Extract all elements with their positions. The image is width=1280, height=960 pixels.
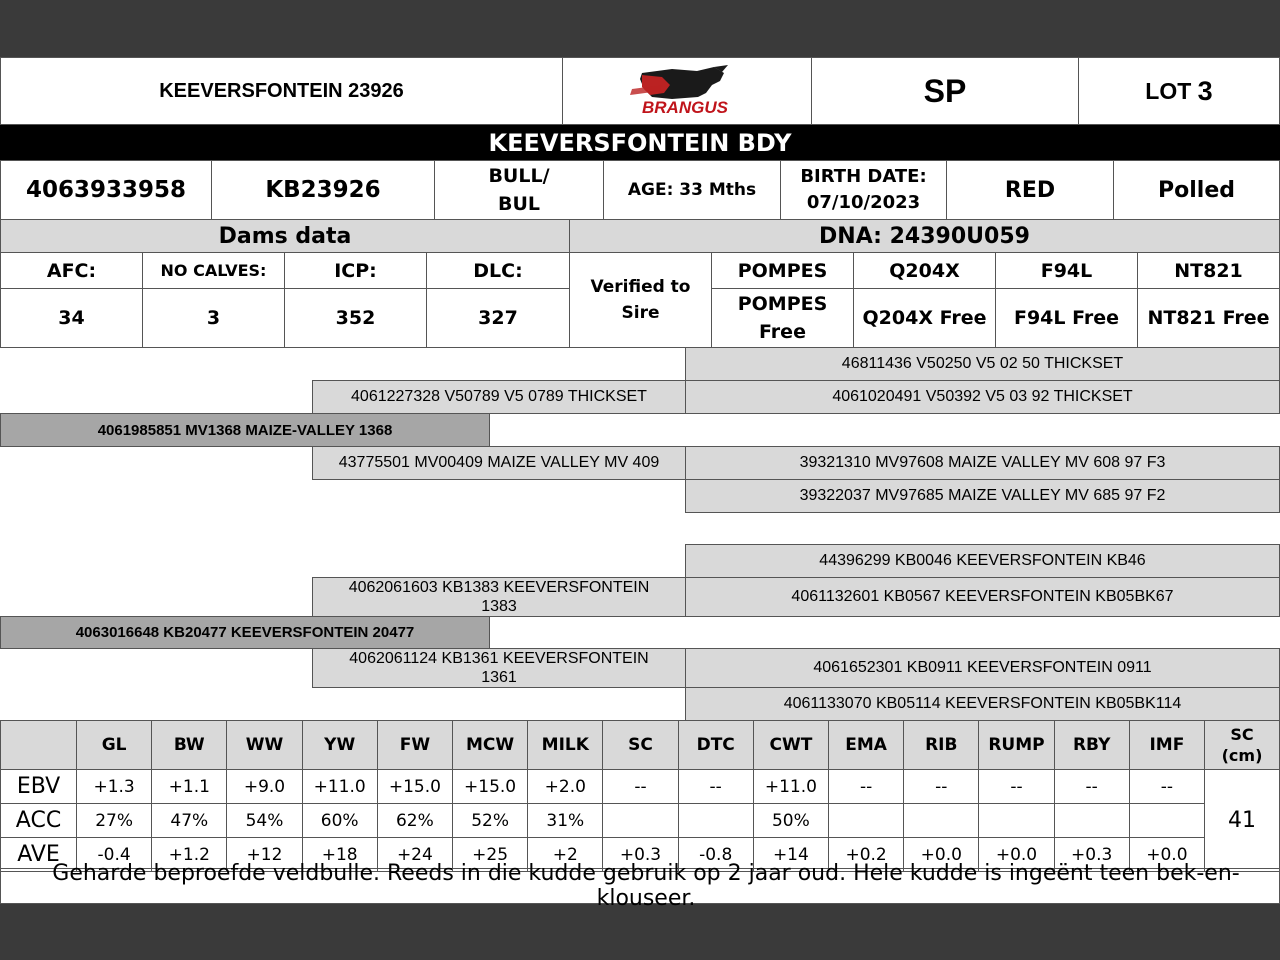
sc-header-line1: SC: [1230, 725, 1254, 744]
age: AGE: 33 Mths: [603, 160, 781, 220]
dam-dam-line2: 1361: [481, 669, 517, 686]
herd-code: KB23926: [211, 160, 435, 220]
pedigree-ss-sire: 46811436 V50250 V5 02 50 THICKSET: [685, 347, 1280, 381]
ebv-header-yw: YW: [302, 720, 378, 770]
sc-cm-header: [1204, 720, 1280, 770]
pedigree-dd-dam: 4061133070 KB05114 KEEVERSFONTEIN KB05BK114: [685, 687, 1280, 721]
registration-number: 4063933958: [0, 160, 212, 220]
brangus-logo: [562, 57, 812, 125]
lot-label: [1078, 57, 1280, 125]
ebv-cell-ave-gl: -0.4: [76, 837, 152, 872]
ebv-header-sc: SC: [602, 720, 678, 770]
ebv-header-rby: RBY: [1054, 720, 1130, 770]
ebv-header-cwt: CWT: [753, 720, 829, 770]
sex-cell: [434, 160, 604, 220]
dam-sire-line2: 1383: [481, 598, 517, 615]
ebv-cell-ebv-cwt: +11.0: [753, 769, 829, 804]
dna-result-f94l: F94L Free: [995, 288, 1138, 348]
pedigree-sire: 4061985851 MV1368 MAIZE-VALLEY 1368: [0, 413, 490, 447]
ebv-header-ww: WW: [226, 720, 302, 770]
lot-sheet: [0, 57, 1280, 911]
dlc-header: DLC:: [426, 252, 570, 289]
dna-header-nt821: NT821: [1137, 252, 1280, 289]
brand-text: BRANGUS: [642, 98, 728, 117]
ebv-header-milk: MILK: [527, 720, 603, 770]
dam-sire-line1: 4062061603 KB1383 KEEVERSFONTEIN: [348, 579, 650, 596]
ebv-cell-ebv-imf: --: [1129, 769, 1205, 804]
ebv-header-gl: GL: [76, 720, 152, 770]
pedigree-ss-dam: 4061020491 V50392 V5 03 92 THICKSET: [685, 380, 1280, 414]
dna-title: DNA: 24390U059: [569, 219, 1280, 253]
ebv-cell-ebv-sc: --: [602, 769, 678, 804]
ebv-cell-ebv-ww: +9.0: [226, 769, 302, 804]
sc-cm-value: 41: [1204, 769, 1280, 872]
ebv-cell-acc-mcw: 52%: [452, 803, 528, 838]
verified-to-sire: [569, 252, 712, 348]
ebv-cell-ave-dtc: -0.8: [678, 837, 754, 872]
ebv-cell-ave-bw: +1.2: [151, 837, 227, 872]
ebv-cell-acc-bw: 47%: [151, 803, 227, 838]
pedigree-sd-sire: 39321310 MV97608 MAIZE VALLEY MV 608 97 F3: [685, 446, 1280, 480]
pompes-line1: POMPES: [737, 293, 828, 315]
calves-value: 3: [142, 288, 285, 348]
ebv-cell-ebv-yw: +11.0: [302, 769, 378, 804]
ebv-cell-ave-rby: +0.3: [1054, 837, 1130, 872]
ebv-cell-ebv-bw: +1.1: [151, 769, 227, 804]
ebv-cell-ave-milk: +2: [527, 837, 603, 872]
birth-label: BIRTH DATE:: [800, 166, 927, 187]
afc-value: 34: [0, 288, 143, 348]
ebv-cell-ebv-milk: +2.0: [527, 769, 603, 804]
ebv-cell-acc-ww: 54%: [226, 803, 302, 838]
ebv-cell-ave-rump: +0.0: [978, 837, 1054, 872]
pedigree-dam-dam: [312, 648, 686, 688]
pedigree-dam-sire: [312, 577, 686, 617]
ebv-cell-ave-yw: +18: [302, 837, 378, 872]
ebv-cell-acc-cwt: 50%: [753, 803, 829, 838]
ebv-header-ema: EMA: [828, 720, 904, 770]
verified-line2: Sire: [621, 303, 660, 323]
dams-data-title: Dams data: [0, 219, 570, 253]
color: RED: [946, 160, 1114, 220]
sp-label: SP: [811, 57, 1079, 125]
pedigree-dam: 4063016648 KB20477 KEEVERSFONTEIN 20477: [0, 616, 490, 649]
dna-header-q204x: Q204X: [853, 252, 996, 289]
ebv-corner: [0, 720, 77, 770]
animal-title: KEEVERSFONTEIN BDY: [0, 125, 1280, 160]
ebv-cell-acc-sc: [602, 803, 678, 838]
verified-line1: Verified to: [590, 277, 691, 297]
sc-header-line2: (cm): [1221, 746, 1263, 765]
bull-logo-icon: [602, 63, 772, 119]
sex-line2: BUL: [497, 193, 541, 215]
ebv-cell-ave-ema: +0.2: [828, 837, 904, 872]
ebv-cell-acc-milk: 31%: [527, 803, 603, 838]
ebv-cell-acc-gl: 27%: [76, 803, 152, 838]
horn-status: Polled: [1113, 160, 1280, 220]
pedigree-ds-dam: 4061132601 KB0567 KEEVERSFONTEIN KB05BK67: [685, 577, 1280, 617]
ebv-cell-ebv-rump: --: [978, 769, 1054, 804]
ebv-cell-acc-rby: [1054, 803, 1130, 838]
animal-name: KEEVERSFONTEIN 23926: [0, 57, 563, 125]
ebv-header-mcw: MCW: [452, 720, 528, 770]
pedigree-dd-sire: 4061652301 KB0911 KEEVERSFONTEIN 0911: [685, 648, 1280, 688]
ebv-cell-acc-imf: [1129, 803, 1205, 838]
pompes-line2: Free: [759, 321, 806, 343]
ebv-header-dtc: DTC: [678, 720, 754, 770]
pedigree-ds-sire: 44396299 KB0046 KEEVERSFONTEIN KB46: [685, 544, 1280, 578]
ebv-cell-ebv-mcw: +15.0: [452, 769, 528, 804]
ebv-cell-ebv-gl: +1.3: [76, 769, 152, 804]
ebv-header-bw: BW: [151, 720, 227, 770]
ebv-row-label-ave: AVE: [0, 837, 77, 872]
afc-header: AFC:: [0, 252, 143, 289]
ebv-cell-ave-mcw: +25: [452, 837, 528, 872]
lot-number: 3: [1197, 75, 1213, 106]
ebv-cell-ave-imf: +0.0: [1129, 837, 1205, 872]
ebv-cell-ave-sc: +0.3: [602, 837, 678, 872]
dna-header-pompes: POMPES: [711, 252, 854, 289]
ebv-row-label-acc: ACC: [0, 803, 77, 838]
dam-dam-line1: 4062061124 KB1361 KEEVERSFONTEIN: [349, 650, 649, 667]
dna-header-f94l: F94L: [995, 252, 1138, 289]
dna-result-pompes: [711, 288, 854, 348]
lot-text: LOT: [1145, 77, 1192, 104]
calves-header: NO CALVES:: [142, 252, 285, 289]
dna-result-nt821: NT821 Free: [1137, 288, 1280, 348]
birth-date-cell: [780, 160, 947, 220]
ebv-cell-ebv-rby: --: [1054, 769, 1130, 804]
ebv-header-rib: RIB: [903, 720, 979, 770]
ebv-cell-acc-yw: 60%: [302, 803, 378, 838]
ebv-cell-acc-ema: [828, 803, 904, 838]
pedigree-sire-dam: 43775501 MV00409 MAIZE VALLEY MV 409: [312, 446, 686, 480]
ebv-cell-ebv-fw: +15.0: [377, 769, 453, 804]
dna-result-q204x: Q204X Free: [853, 288, 996, 348]
sex-line1: BULL/: [488, 165, 550, 187]
birth-date: 07/10/2023: [806, 192, 921, 213]
ebv-cell-acc-dtc: [678, 803, 754, 838]
ebv-cell-acc-rump: [978, 803, 1054, 838]
ebv-row-label-ebv: EBV: [0, 769, 77, 804]
ebv-cell-ave-fw: +24: [377, 837, 453, 872]
ebv-cell-ebv-rib: --: [903, 769, 979, 804]
icp-value: 352: [284, 288, 427, 348]
dlc-value: 327: [426, 288, 570, 348]
ebv-header-imf: IMF: [1129, 720, 1205, 770]
ebv-cell-acc-rib: [903, 803, 979, 838]
pedigree-sire-sire: 4061227328 V50789 V5 0789 THICKSET: [312, 380, 686, 414]
ebv-cell-ave-cwt: +14: [753, 837, 829, 872]
comment-text: Geharde beproefde veldbulle. Reeds in die kudde gebruik op 2 jaar oud. Hele kudde is ingeënt teen bek-en-klouseer.: [0, 868, 1280, 904]
ebv-cell-ave-rib: +0.0: [903, 837, 979, 872]
icp-header: ICP:: [284, 252, 427, 289]
ebv-cell-acc-fw: 62%: [377, 803, 453, 838]
ebv-cell-ebv-ema: --: [828, 769, 904, 804]
ebv-cell-ebv-dtc: --: [678, 769, 754, 804]
ebv-header-rump: RUMP: [978, 720, 1054, 770]
ebv-header-fw: FW: [377, 720, 453, 770]
pedigree-sd-dam: 39322037 MV97685 MAIZE VALLEY MV 685 97 F2: [685, 479, 1280, 513]
ebv-cell-ave-ww: +12: [226, 837, 302, 872]
